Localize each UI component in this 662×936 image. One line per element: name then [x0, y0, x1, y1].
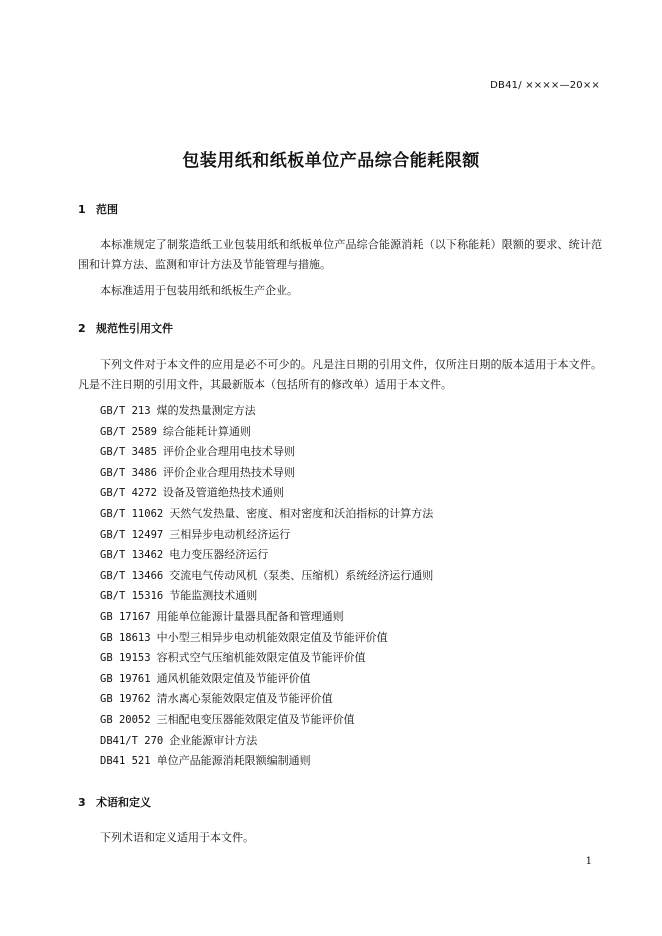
reference-code: GB 17167	[100, 610, 151, 623]
reference-name: 清水离心泵能效限定值及节能评价值	[156, 692, 333, 706]
section-2-paragraph-1: 下列文件对于本文件的应用是必不可少的。凡是注日期的引用文件，仅所注日期的版本适用于本文件。凡是不注日期的引用文件，其最新版本（包括所有的修改单）适用于本文件。	[78, 358, 602, 391]
reference-code: GB/T 3485	[100, 446, 157, 459]
reference-name: 三相异步电动机经济运行	[169, 527, 291, 541]
reference-code: GB 18613	[100, 631, 151, 644]
reference-code: GB/T 4272	[100, 487, 157, 500]
reference-item	[100, 422, 433, 443]
section-3-number: 3	[78, 796, 86, 809]
reference-item	[100, 731, 433, 752]
reference-code: GB 19762	[100, 693, 151, 706]
reference-name: 单位产品能源消耗限额编制通则	[156, 754, 311, 768]
section-3-title: 术语和定义	[96, 796, 151, 809]
reference-item	[100, 751, 433, 772]
reference-name: 容积式空气压缩机能效限定值及节能评价值	[156, 651, 366, 665]
reference-name: 节能监测技术通则	[169, 589, 258, 603]
section-1-paragraph-2: 本标准适用于包装用纸和纸板生产企业。	[100, 284, 298, 297]
reference-name: 通风机能效限定值及节能评价值	[156, 671, 311, 685]
reference-code: GB/T 3486	[100, 466, 157, 479]
reference-code: GB 20052	[100, 713, 151, 726]
reference-code: GB/T 13462	[100, 549, 164, 562]
reference-name: 设备及管道绝热技术通则	[162, 486, 284, 500]
reference-item	[100, 628, 433, 649]
reference-code: GB 19761	[100, 672, 151, 685]
section-1-paragraph-1: 本标准规定了制浆造纸工业包装用纸和纸板单位产品综合能源消耗（以下称能耗）限额的要求、统计范围和计算方法、监测和审计方法及节能管理与措施。	[78, 238, 602, 271]
document-code: DB41/ ××××—20××	[490, 80, 600, 91]
reference-item	[100, 586, 433, 607]
reference-code: GB/T 15316	[100, 590, 164, 603]
reference-name: 企业能源审计方法	[169, 733, 258, 747]
section-2-number: 2	[78, 322, 86, 335]
reference-item	[100, 442, 433, 463]
reference-item	[100, 463, 433, 484]
reference-name: 用能单位能源计量器具配备和管理通则	[156, 609, 344, 623]
reference-item	[100, 504, 433, 525]
reference-item	[100, 689, 433, 710]
document-title: 包装用纸和纸板单位产品综合能耗限额	[182, 151, 480, 171]
reference-name: 综合能耗计算通则	[162, 424, 251, 438]
reference-code: GB/T 12497	[100, 528, 164, 541]
reference-list	[100, 401, 433, 772]
page-number: 1	[585, 856, 592, 867]
reference-name: 交流电气传动风机（泵类、压缩机）系统经济运行通则	[169, 568, 434, 582]
section-1-number: 1	[78, 203, 86, 216]
reference-code: GB/T 11062	[100, 507, 164, 520]
reference-name: 天然气发热量、密度、相对密度和沃泊指标的计算方法	[169, 506, 434, 520]
section-1-title: 范围	[96, 203, 118, 216]
reference-item	[100, 483, 433, 504]
reference-item	[100, 401, 433, 422]
reference-code: GB/T 13466	[100, 569, 164, 582]
reference-item	[100, 566, 433, 587]
section-3-heading	[78, 794, 151, 810]
reference-name: 评价企业合理用电技术导则	[162, 445, 295, 459]
reference-code: GB/T 213	[100, 405, 151, 417]
reference-item	[100, 710, 433, 731]
reference-code: GB/T 2589	[100, 425, 157, 438]
section-1-heading	[78, 201, 118, 217]
reference-name: 电力变压器经济运行	[169, 548, 269, 562]
reference-item	[100, 545, 433, 566]
reference-item	[100, 648, 433, 669]
reference-name: 煤的发热量测定方法	[156, 404, 256, 417]
reference-item	[100, 669, 433, 690]
reference-item	[100, 607, 433, 628]
reference-item	[100, 525, 433, 546]
reference-code: GB 19153	[100, 652, 151, 665]
reference-name: 中小型三相异步电动机能效限定值及节能评价值	[156, 630, 388, 644]
reference-code: DB41 521	[100, 755, 151, 768]
reference-code: DB41/T 270	[100, 734, 164, 747]
section-2-title: 规范性引用文件	[96, 322, 173, 335]
reference-name: 三相配电变压器能效限定值及节能评价值	[156, 712, 355, 726]
section-3-paragraph-1: 下列术语和定义适用于本文件。	[100, 831, 254, 844]
reference-name: 评价企业合理用热技术导则	[162, 465, 295, 479]
section-2-heading	[78, 320, 173, 336]
